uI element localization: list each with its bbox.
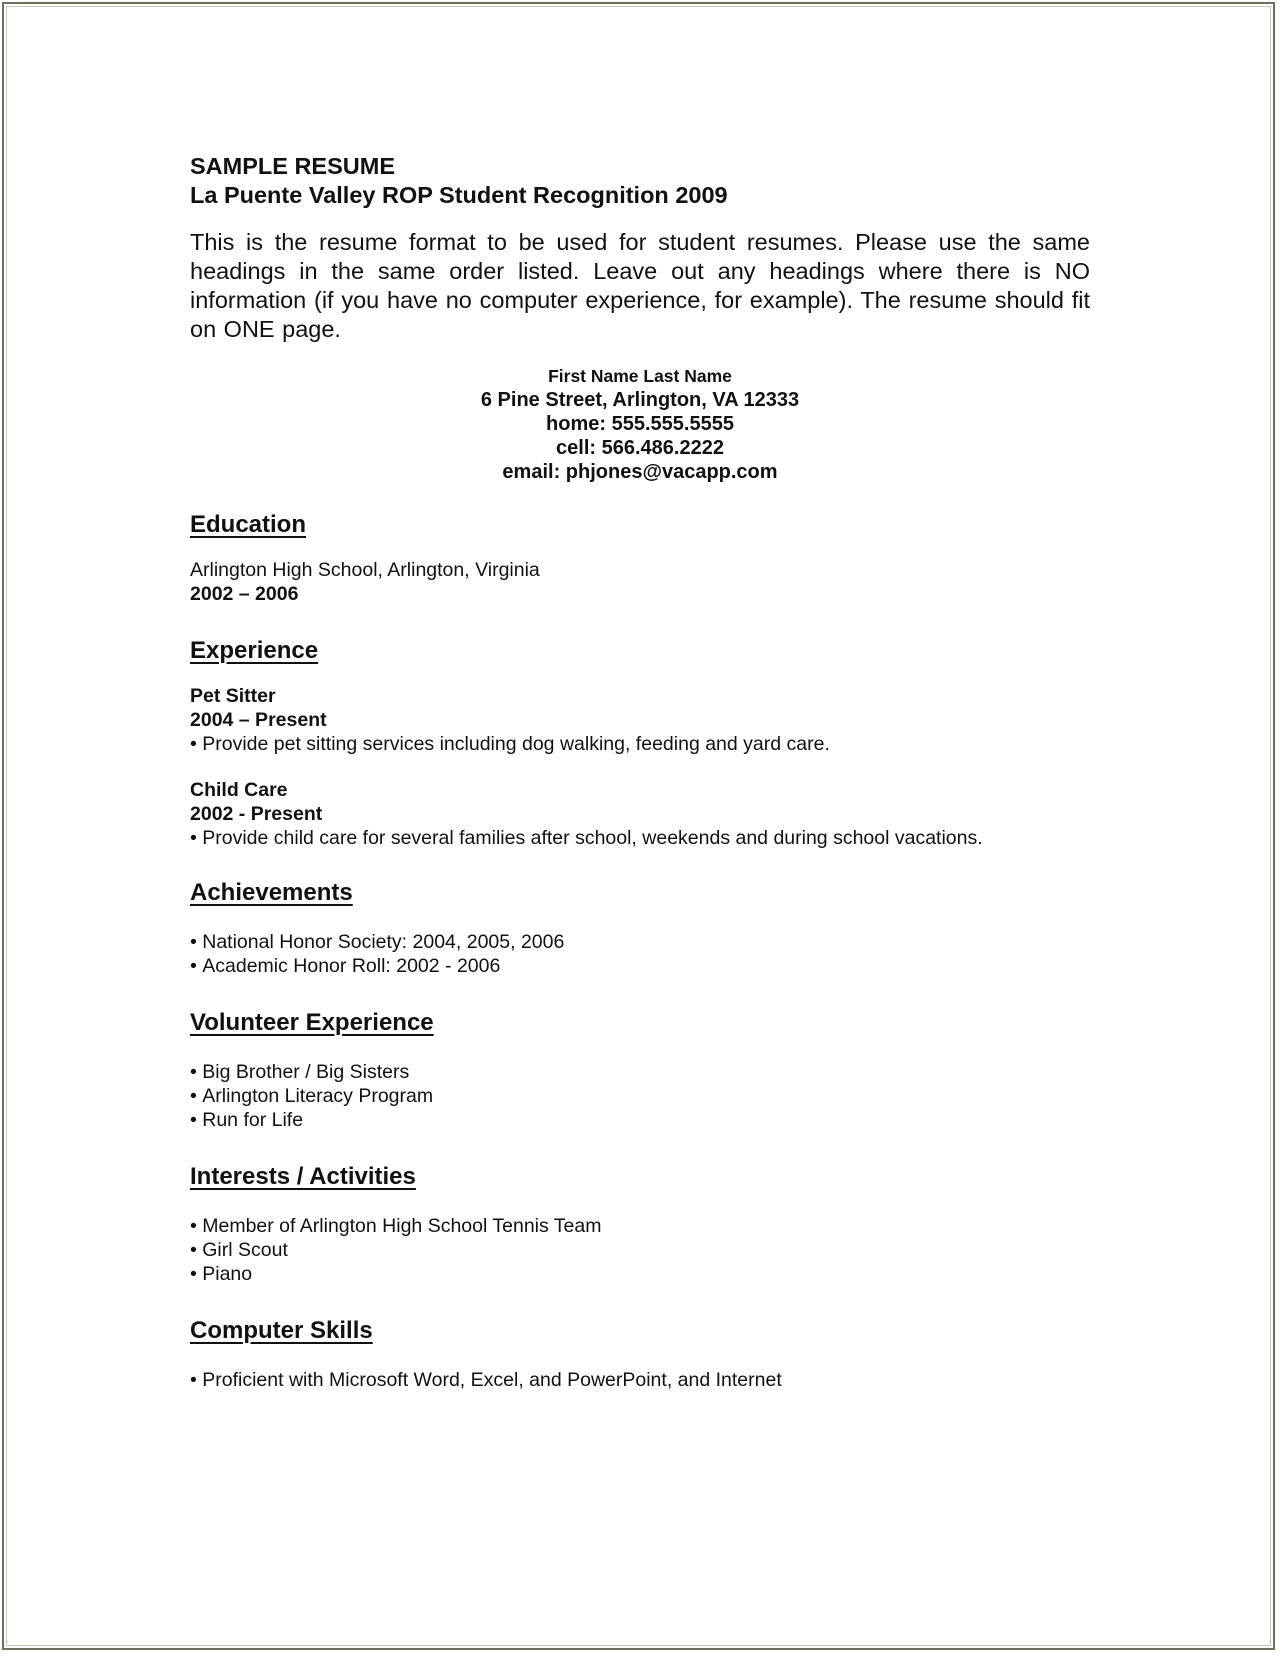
- list-item: • Arlington Literacy Program: [190, 1084, 1090, 1108]
- job-bullets: [190, 826, 1090, 850]
- job-entry: [190, 684, 1090, 756]
- section-achievements: [190, 878, 1090, 978]
- spacer: [190, 540, 1090, 558]
- contact-home-phone: home: 555.555.5555: [546, 413, 734, 435]
- contact-address: 6 Pine Street, Arlington, VA 12333: [480, 389, 800, 411]
- section-heading-interests: Interests / Activities: [190, 1163, 416, 1190]
- list-item: • Girl Scout: [190, 1238, 1090, 1262]
- spacer: [190, 1192, 1090, 1214]
- list-item: • Run for Life: [190, 1108, 1090, 1132]
- education-school: Arlington High School, Arlington, Virginia: [190, 559, 540, 581]
- job-dates: 2002 - Present: [190, 803, 323, 825]
- job-bullet: • Provide pet sitting services including dog walking, feeding and yard care.: [190, 732, 1090, 756]
- job-bullets: [190, 732, 1090, 756]
- education-years: 2002 – 2006: [190, 583, 299, 605]
- contact-cell-phone: cell: 566.486.2222: [556, 437, 724, 459]
- section-volunteer: [190, 1008, 1090, 1132]
- intro-paragraph: This is the resume format to be used for student resumes. Please use the same headings in the same order listed. Leave out any headings where there is NO information (if you have no computer experience, for example). The resume should fit on ONE page.: [190, 229, 1090, 342]
- spacer: [190, 666, 1090, 684]
- spacer: [190, 1038, 1090, 1060]
- section-heading-education: Education: [190, 511, 307, 538]
- document-title: SAMPLE RESUME: [190, 153, 395, 179]
- job-dates: 2004 – Present: [190, 709, 327, 731]
- volunteer-list: [190, 1060, 1090, 1132]
- contact-email: email: phjones@vacapp.com: [502, 461, 778, 483]
- achievements-list: [190, 930, 1090, 978]
- job-title: Pet Sitter: [190, 685, 276, 707]
- section-experience: [190, 636, 1090, 850]
- section-education: [190, 510, 1090, 606]
- job-bullet: • Provide child care for several families after school, weekends and during school vacations.: [190, 826, 1090, 850]
- interests-list: [190, 1214, 1090, 1286]
- section-heading-experience: Experience: [190, 637, 319, 664]
- resume-page: [190, 152, 1090, 1392]
- section-heading-achievements: Achievements: [190, 879, 353, 906]
- contact-block: [190, 364, 1090, 484]
- document-header: [190, 152, 1090, 344]
- spacer: [190, 908, 1090, 930]
- document-subtitle: La Puente Valley ROP Student Recognition 2009: [190, 182, 728, 208]
- list-item: • Member of Arlington High School Tennis Team: [190, 1214, 1090, 1238]
- section-heading-computer-skills: Computer Skills: [190, 1317, 373, 1344]
- list-item: • Big Brother / Big Sisters: [190, 1060, 1090, 1084]
- job-entry: [190, 778, 1090, 850]
- spacer: [190, 1346, 1090, 1368]
- contact-name: First Name Last Name: [548, 366, 732, 386]
- list-item: • Piano: [190, 1262, 1090, 1286]
- job-title: Child Care: [190, 779, 288, 801]
- list-item: • National Honor Society: 2004, 2005, 2006: [190, 930, 1090, 954]
- section-interests: [190, 1162, 1090, 1286]
- section-computer-skills: [190, 1316, 1090, 1392]
- list-item: • Proficient with Microsoft Word, Excel, and PowerPoint, and Internet: [190, 1368, 1090, 1392]
- section-heading-volunteer: Volunteer Experience: [190, 1009, 434, 1036]
- list-item: • Academic Honor Roll: 2002 - 2006: [190, 954, 1090, 978]
- computer-skills-list: [190, 1368, 1090, 1392]
